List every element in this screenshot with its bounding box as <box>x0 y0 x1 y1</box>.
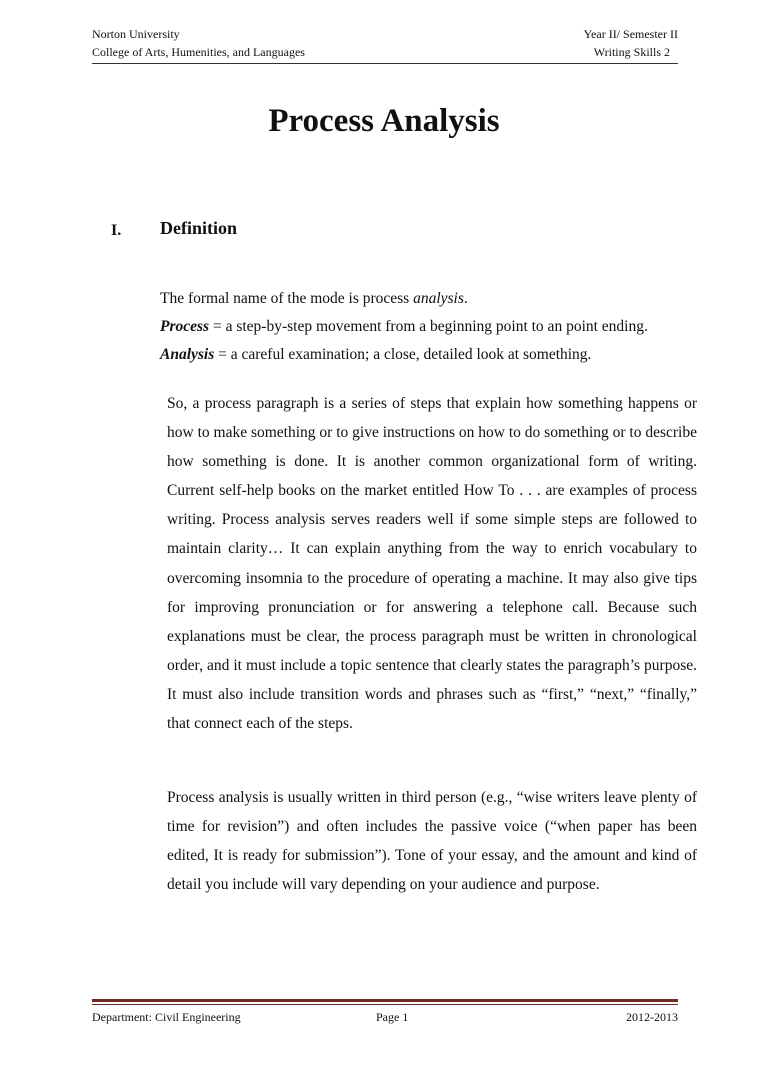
section-heading: Definition <box>160 218 238 238</box>
analysis-definition <box>160 341 700 369</box>
footer-divider-thick <box>92 999 678 1002</box>
page-title: Process Analysis <box>268 103 500 139</box>
analysis-def: = a careful examination; a close, detailed look at something. <box>214 346 592 363</box>
footer-divider-thin <box>92 1004 678 1005</box>
course-name: Writing Skills 2 <box>593 45 670 59</box>
paragraph-process: So, a process paragraph is a series of steps that explain how something happens or how to make something or to give instructions on how to do something or to describe how something is done. It is another common organizational form of writing. Current self-help books on the market entitled How To . . . are examples of process writing. Process analysis serves readers well if some simple steps are followed to maintain clarity… It can explain anything from the way to enrich vocabulary to overcoming insomnia to the procedure of operating a machine. It may also give tips for improving pronunciation or for answering a telephone call. Because such explanations must be clear, the process paragraph must be written in chronological order, and it must include a topic sentence that clearly states the paragraph’s purpose. It must also include transition words and phrases such as “first,” “next,” “finally,” that connect each of the steps. <box>167 395 697 733</box>
intro-term: analysis <box>413 290 464 307</box>
process-term: Process <box>160 318 210 335</box>
intro-end: . <box>463 290 468 307</box>
header-right <box>560 25 678 61</box>
header-left <box>92 25 305 61</box>
definitions-block <box>160 285 700 369</box>
intro-text: The formal name of the mode is process <box>160 290 414 307</box>
university-name: Norton University <box>92 27 180 41</box>
intro-line <box>160 285 700 313</box>
section-number: I. <box>111 222 122 239</box>
process-definition <box>160 313 700 341</box>
analysis-term: Analysis <box>160 346 215 363</box>
footer-page-number: Page 1 <box>376 1010 409 1024</box>
year-semester: Year II/ Semester II <box>583 27 678 41</box>
footer-years: 2012-2013 <box>626 1010 678 1024</box>
college-name: College of Arts, Humenities, and Languages <box>92 45 305 59</box>
header-divider <box>92 63 678 64</box>
footer-department: Department: Civil Engineering <box>92 1010 241 1024</box>
paragraph-style: Process analysis is usually written in third person (e.g., “wise writers leave plenty of time for revision”) and often includes the passive voice (“when paper has been edited, It is ready for submission”). Tone of your essay, and the amount and kind of detail you include will vary depending on your audience and purpose. <box>167 789 697 894</box>
process-def: = a step-by-step movement from a beginning point to an point ending. <box>209 318 648 335</box>
